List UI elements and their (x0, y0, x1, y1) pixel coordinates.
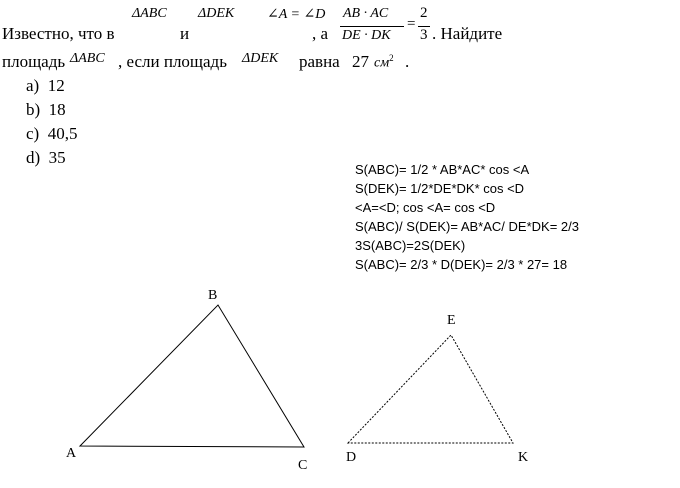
option-value: 18 (48, 100, 66, 119)
solution-line-5: 3S(ABC)=2S(DEK) (355, 238, 466, 253)
solution-line-4: S(ABC)/ S(DEK)= AB*AC/ DE*DK= 2/3 (355, 219, 579, 234)
option-value: 35 (48, 148, 66, 167)
solution-line-2: S(DEK)= 1/2*DE*DK* cos <D (355, 181, 525, 196)
statement-period: . (405, 52, 410, 71)
vertex-d-label: D (346, 450, 357, 465)
statement-area: площадь (2, 52, 66, 71)
statement-and: и (180, 24, 190, 43)
solution-line-3: <A=<D; cos <A= cos <D (355, 200, 496, 215)
option-letter: d) (26, 148, 41, 167)
area-value: 27 (352, 52, 369, 71)
solution-line-1: S(ABC)= 1/2 * AB*AC* cos <A (355, 162, 530, 177)
triangle-abc (80, 305, 304, 447)
angle-equality: ∠A = ∠D (267, 7, 326, 22)
vertex-a-label: A (66, 446, 77, 461)
value-numerator: 2 (420, 5, 428, 21)
vertex-e-label: E (447, 313, 456, 328)
triangle-abc-notation-2: ΔABC (70, 51, 105, 66)
statement-prefix: Известно, что в (2, 24, 115, 43)
option-value: 12 (47, 76, 65, 95)
statement-comma-a: , а (312, 24, 329, 43)
statement-equals-word: равна (299, 52, 340, 71)
triangle-dek-notation-2: ΔDEK (242, 51, 279, 66)
statement-if-area: , если площадь (118, 52, 227, 71)
vertex-k-label: K (518, 450, 529, 465)
option-value: 40,5 (47, 124, 78, 143)
triangle-abc-notation: ΔABC (132, 6, 167, 21)
option-letter: a) (26, 76, 40, 95)
option-letter: c) (26, 124, 40, 143)
vertex-c-label: C (298, 458, 308, 473)
vertex-b-label: B (208, 288, 218, 303)
fraction-denominator: DE · DK (342, 28, 391, 43)
option-letter: b) (26, 100, 41, 119)
triangle-dek-notation: ΔDEK (198, 6, 235, 21)
area-unit: $см^2$ (374, 53, 394, 71)
triangle-dek (348, 335, 513, 443)
solution-line-6: S(ABC)= 2/3 * D(DEK)= 2/3 * 27= 18 (355, 257, 568, 272)
value-denominator: 3 (420, 27, 428, 43)
fraction-numerator: AB · AC (343, 6, 389, 21)
equals-sign: = (407, 16, 416, 32)
statement-find: . Найдите (432, 24, 503, 43)
